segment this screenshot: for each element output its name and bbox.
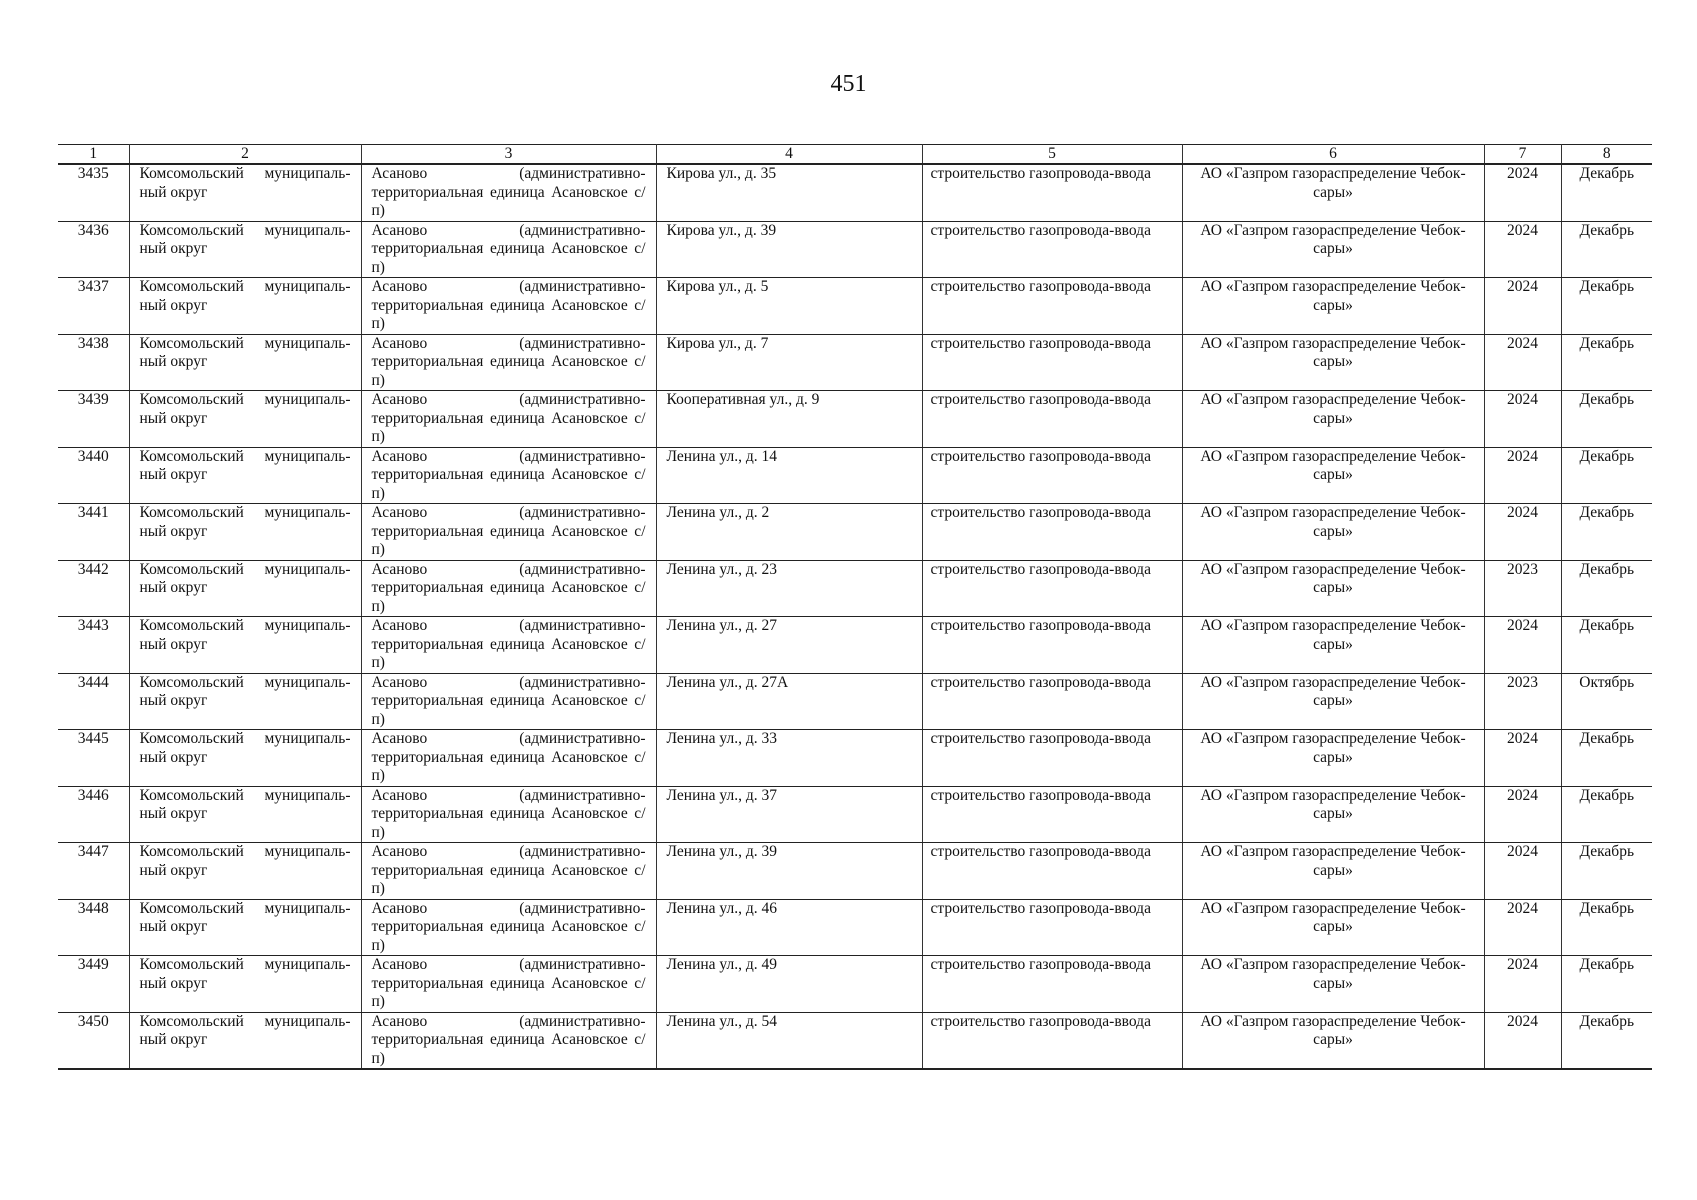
- work-type-cell: строительство газопровода-ввода: [922, 1012, 1182, 1069]
- address-cell: Кирова ул., д. 39: [656, 221, 922, 278]
- month-cell: Декабрь: [1561, 164, 1652, 221]
- district-cell: Комсомольский муниципаль-ный округ: [129, 447, 361, 504]
- organization-cell: АО «Газпром газораспределение Чебок-сары»: [1182, 786, 1484, 843]
- locality-cell: Асаново (административно-территориальная единица Асановское с/п): [361, 221, 656, 278]
- month-cell: Декабрь: [1561, 730, 1652, 787]
- address-cell: Ленина ул., д. 27: [656, 617, 922, 674]
- year-cell: 2024: [1484, 221, 1561, 278]
- locality-cell: Асаново (административно-территориальная единица Асановское с/п): [361, 278, 656, 335]
- column-header: 8: [1561, 145, 1652, 165]
- district-cell: Комсомольский муниципаль-ный округ: [129, 560, 361, 617]
- year-cell: 2024: [1484, 843, 1561, 900]
- district-cell: Комсомольский муниципаль-ный округ: [129, 1012, 361, 1069]
- work-type-cell: строительство газопровода-ввода: [922, 899, 1182, 956]
- locality-cell: Асаново (административно-территориальная единица Асановское с/п): [361, 786, 656, 843]
- table-row: [58, 164, 1652, 221]
- organization-cell: АО «Газпром газораспределение Чебок-сары»: [1182, 1012, 1484, 1069]
- work-type-cell: строительство газопровода-ввода: [922, 278, 1182, 335]
- district-cell: Комсомольский муниципаль-ный округ: [129, 334, 361, 391]
- organization-cell: АО «Газпром газораспределение Чебок-сары»: [1182, 673, 1484, 730]
- month-cell: Декабрь: [1561, 617, 1652, 674]
- address-cell: Ленина ул., д. 23: [656, 560, 922, 617]
- district-cell: Комсомольский муниципаль-ный округ: [129, 391, 361, 448]
- locality-cell: Асаново (административно-территориальная единица Асановское с/п): [361, 164, 656, 221]
- locality-cell: Асаново (административно-территориальная единица Асановское с/п): [361, 1012, 656, 1069]
- page-number: 451: [830, 71, 867, 97]
- table-row: [58, 730, 1652, 787]
- organization-cell: АО «Газпром газораспределение Чебок-сары»: [1182, 334, 1484, 391]
- locality-cell: Асаново (административно-территориальная единица Асановское с/п): [361, 956, 656, 1013]
- address-cell: Кирова ул., д. 7: [656, 334, 922, 391]
- row-number-cell: 3449: [58, 956, 129, 1013]
- month-cell: Декабрь: [1561, 1012, 1652, 1069]
- table-row: [58, 786, 1652, 843]
- row-number-cell: 3438: [58, 334, 129, 391]
- address-cell: Ленина ул., д. 54: [656, 1012, 922, 1069]
- column-header: 3: [361, 145, 656, 165]
- district-cell: Комсомольский муниципаль-ный округ: [129, 899, 361, 956]
- year-cell: 2024: [1484, 504, 1561, 561]
- row-number-cell: 3446: [58, 786, 129, 843]
- organization-cell: АО «Газпром газораспределение Чебок-сары»: [1182, 391, 1484, 448]
- district-cell: Комсомольский муниципаль-ный округ: [129, 786, 361, 843]
- year-cell: 2024: [1484, 447, 1561, 504]
- district-cell: Комсомольский муниципаль-ный округ: [129, 221, 361, 278]
- row-number-cell: 3444: [58, 673, 129, 730]
- month-cell: Октябрь: [1561, 673, 1652, 730]
- district-cell: Комсомольский муниципаль-ный округ: [129, 956, 361, 1013]
- row-number-cell: 3442: [58, 560, 129, 617]
- organization-cell: АО «Газпром газораспределение Чебок-сары»: [1182, 899, 1484, 956]
- address-cell: Ленина ул., д. 14: [656, 447, 922, 504]
- row-number-cell: 3445: [58, 730, 129, 787]
- row-number-cell: 3447: [58, 843, 129, 900]
- address-cell: Ленина ул., д. 46: [656, 899, 922, 956]
- work-type-cell: строительство газопровода-ввода: [922, 504, 1182, 561]
- column-header: 6: [1182, 145, 1484, 165]
- month-cell: Декабрь: [1561, 843, 1652, 900]
- work-type-cell: строительство газопровода-ввода: [922, 786, 1182, 843]
- organization-cell: АО «Газпром газораспределение Чебок-сары»: [1182, 843, 1484, 900]
- organization-cell: АО «Газпром газораспределение Чебок-сары»: [1182, 164, 1484, 221]
- table-row: [58, 221, 1652, 278]
- district-cell: Комсомольский муниципаль-ный округ: [129, 673, 361, 730]
- work-type-cell: строительство газопровода-ввода: [922, 956, 1182, 1013]
- table-row: [58, 617, 1652, 674]
- address-cell: Кооперативная ул., д. 9: [656, 391, 922, 448]
- district-cell: Комсомольский муниципаль-ный округ: [129, 617, 361, 674]
- row-number-cell: 3437: [58, 278, 129, 335]
- month-cell: Декабрь: [1561, 786, 1652, 843]
- work-type-cell: строительство газопровода-ввода: [922, 560, 1182, 617]
- table-row: [58, 391, 1652, 448]
- locality-cell: Асаново (административно-территориальная единица Асановское с/п): [361, 730, 656, 787]
- district-cell: Комсомольский муниципаль-ный округ: [129, 843, 361, 900]
- row-number-cell: 3441: [58, 504, 129, 561]
- table-row: [58, 843, 1652, 900]
- year-cell: 2024: [1484, 334, 1561, 391]
- month-cell: Декабрь: [1561, 447, 1652, 504]
- month-cell: Декабрь: [1561, 221, 1652, 278]
- work-type-cell: строительство газопровода-ввода: [922, 673, 1182, 730]
- column-number-row: [58, 145, 1652, 165]
- row-number-cell: 3436: [58, 221, 129, 278]
- address-cell: Ленина ул., д. 2: [656, 504, 922, 561]
- year-cell: 2023: [1484, 560, 1561, 617]
- year-cell: 2024: [1484, 617, 1561, 674]
- table-row: [58, 560, 1652, 617]
- work-type-cell: строительство газопровода-ввода: [922, 391, 1182, 448]
- row-number-cell: 3448: [58, 899, 129, 956]
- table-row: [58, 956, 1652, 1013]
- column-header: 1: [58, 145, 129, 165]
- month-cell: Декабрь: [1561, 278, 1652, 335]
- organization-cell: АО «Газпром газораспределение Чебок-сары»: [1182, 617, 1484, 674]
- row-number-cell: 3443: [58, 617, 129, 674]
- table-row: [58, 899, 1652, 956]
- column-header: 7: [1484, 145, 1561, 165]
- year-cell: 2024: [1484, 164, 1561, 221]
- organization-cell: АО «Газпром газораспределение Чебок-сары»: [1182, 221, 1484, 278]
- month-cell: Декабрь: [1561, 334, 1652, 391]
- year-cell: 2024: [1484, 391, 1561, 448]
- column-header: 5: [922, 145, 1182, 165]
- table-row: [58, 673, 1652, 730]
- organization-cell: АО «Газпром газораспределение Чебок-сары»: [1182, 560, 1484, 617]
- organization-cell: АО «Газпром газораспределение Чебок-сары»: [1182, 730, 1484, 787]
- work-type-cell: строительство газопровода-ввода: [922, 334, 1182, 391]
- table-row: [58, 334, 1652, 391]
- locality-cell: Асаново (административно-территориальная единица Асановское с/п): [361, 899, 656, 956]
- year-cell: 2024: [1484, 730, 1561, 787]
- year-cell: 2024: [1484, 956, 1561, 1013]
- gasification-table: [58, 144, 1652, 1070]
- address-cell: Кирова ул., д. 35: [656, 164, 922, 221]
- column-header: 2: [129, 145, 361, 165]
- locality-cell: Асаново (административно-территориальная единица Асановское с/п): [361, 673, 656, 730]
- address-cell: Ленина ул., д. 33: [656, 730, 922, 787]
- locality-cell: Асаново (административно-территориальная единица Асановское с/п): [361, 560, 656, 617]
- row-number-cell: 3439: [58, 391, 129, 448]
- work-type-cell: строительство газопровода-ввода: [922, 447, 1182, 504]
- year-cell: 2023: [1484, 673, 1561, 730]
- table-row: [58, 278, 1652, 335]
- district-cell: Комсомольский муниципаль-ный округ: [129, 164, 361, 221]
- column-header: 4: [656, 145, 922, 165]
- year-cell: 2024: [1484, 1012, 1561, 1069]
- table-row: [58, 447, 1652, 504]
- month-cell: Декабрь: [1561, 899, 1652, 956]
- district-cell: Комсомольский муниципаль-ный округ: [129, 278, 361, 335]
- organization-cell: АО «Газпром газораспределение Чебок-сары»: [1182, 447, 1484, 504]
- table-row: [58, 1012, 1652, 1069]
- work-type-cell: строительство газопровода-ввода: [922, 843, 1182, 900]
- address-cell: Ленина ул., д. 37: [656, 786, 922, 843]
- address-cell: Ленина ул., д. 39: [656, 843, 922, 900]
- organization-cell: АО «Газпром газораспределение Чебок-сары»: [1182, 504, 1484, 561]
- year-cell: 2024: [1484, 786, 1561, 843]
- work-type-cell: строительство газопровода-ввода: [922, 617, 1182, 674]
- organization-cell: АО «Газпром газораспределение Чебок-сары»: [1182, 956, 1484, 1013]
- year-cell: 2024: [1484, 899, 1561, 956]
- month-cell: Декабрь: [1561, 391, 1652, 448]
- work-type-cell: строительство газопровода-ввода: [922, 730, 1182, 787]
- locality-cell: Асаново (административно-территориальная единица Асановское с/п): [361, 391, 656, 448]
- address-cell: Кирова ул., д. 5: [656, 278, 922, 335]
- organization-cell: АО «Газпром газораспределение Чебок-сары»: [1182, 278, 1484, 335]
- locality-cell: Асаново (административно-территориальная единица Асановское с/п): [361, 504, 656, 561]
- locality-cell: Асаново (административно-территориальная единица Асановское с/п): [361, 447, 656, 504]
- year-cell: 2024: [1484, 278, 1561, 335]
- locality-cell: Асаново (административно-территориальная единица Асановское с/п): [361, 843, 656, 900]
- work-type-cell: строительство газопровода-ввода: [922, 164, 1182, 221]
- district-cell: Комсомольский муниципаль-ный округ: [129, 504, 361, 561]
- district-cell: Комсомольский муниципаль-ный округ: [129, 730, 361, 787]
- table-row: [58, 504, 1652, 561]
- month-cell: Декабрь: [1561, 956, 1652, 1013]
- month-cell: Декабрь: [1561, 560, 1652, 617]
- locality-cell: Асаново (административно-территориальная единица Асановское с/п): [361, 617, 656, 674]
- month-cell: Декабрь: [1561, 504, 1652, 561]
- locality-cell: Асаново (административно-территориальная единица Асановское с/п): [361, 334, 656, 391]
- row-number-cell: 3435: [58, 164, 129, 221]
- address-cell: Ленина ул., д. 49: [656, 956, 922, 1013]
- address-cell: Ленина ул., д. 27А: [656, 673, 922, 730]
- row-number-cell: 3440: [58, 447, 129, 504]
- row-number-cell: 3450: [58, 1012, 129, 1069]
- work-type-cell: строительство газопровода-ввода: [922, 221, 1182, 278]
